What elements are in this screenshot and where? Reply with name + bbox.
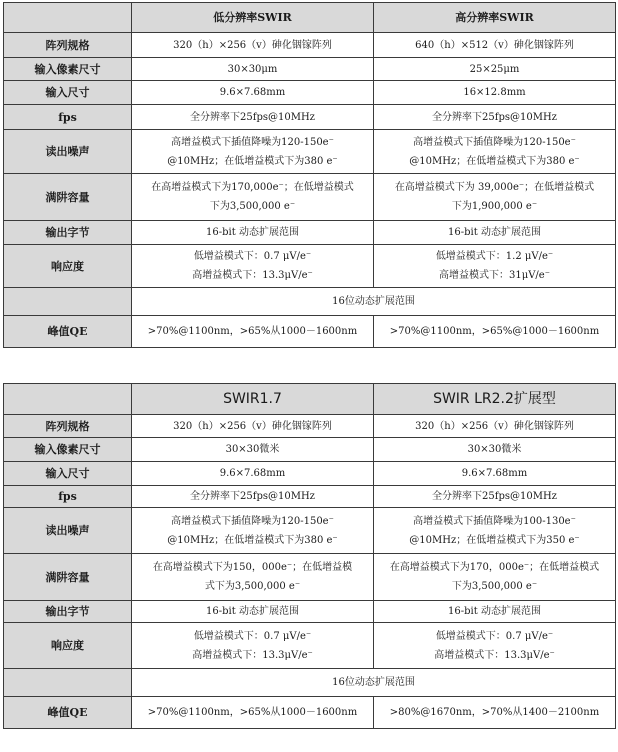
spec-cell-line: 下为3,500,000 e⁻	[451, 581, 538, 592]
spec-cell-line: 25×25μm	[469, 63, 520, 75]
table2-header-lr22: SWIR LR2.2扩展型	[374, 384, 616, 415]
row-label: fps	[4, 105, 132, 130]
table-row	[4, 81, 616, 105]
spec-cell-line: 高增益模式下插值降噪为120-150e⁻	[171, 515, 334, 527]
spec-cell-line: 30×30μm	[227, 63, 278, 75]
row-label: fps	[4, 486, 132, 508]
table-row	[4, 438, 616, 462]
table1-header-high-res: 高分辨率SWIR	[374, 3, 616, 33]
row-label: 峰值QE	[4, 316, 132, 348]
table-row	[4, 486, 616, 508]
spec-cell-line: 下为3,500,000 e⁻	[209, 201, 296, 212]
spec-cell	[132, 58, 374, 81]
spec-cell-line: 在高增益模式下为 39,000e⁻；在低增益模式	[394, 182, 595, 193]
table-row	[4, 623, 616, 669]
spec-cell-line: 9.6×7.68mm	[219, 87, 286, 98]
spec-cell-line: 640（h）×512（v）砷化铟镓阵列	[415, 39, 574, 51]
spec-cell	[374, 81, 616, 105]
spec-cell	[132, 486, 374, 508]
table-row	[4, 245, 616, 288]
spec-cell	[132, 174, 374, 221]
spec-table-low-high-res	[3, 2, 616, 348]
peak-qe-cell: >80%@1670nm，>70%从1400－2100nm	[374, 697, 616, 729]
row-label: 读出噪声	[4, 508, 132, 554]
spec-cell-line: 16-bit 动态扩展范围	[206, 227, 299, 238]
spec-cell-line: 全分辨率下25fps@10MHz	[190, 491, 315, 502]
spec-cell-line: 在高增益模式下为170,000e⁻；在低增益模式	[151, 182, 354, 193]
table1-header-row	[4, 3, 616, 33]
spec-cell-line: 全分辨率下25fps@10MHz	[432, 111, 557, 123]
row-label: 输入尺寸	[4, 81, 132, 105]
spec-cell-line: 高增益模式下插值降噪为120-150e⁻	[413, 136, 576, 148]
spec-cell	[374, 221, 616, 245]
table-row	[4, 554, 616, 601]
table2-header-swir17: SWIR1.7	[132, 384, 374, 415]
row-label: 读出噪声	[4, 130, 132, 174]
table-row	[4, 415, 616, 438]
spec-cell-line: 16-bit 动态扩展范围	[448, 227, 541, 238]
spec-cell-line: 高增益模式下：13.3μV/e⁻	[192, 649, 313, 661]
spec-cell	[132, 508, 374, 554]
table-row	[4, 508, 616, 554]
table1-body	[4, 3, 616, 348]
spec-cell-line: 低增益模式下：0.7 μV/e⁻	[193, 630, 312, 642]
row-label: 阵列规格	[4, 33, 132, 58]
spec-cell	[374, 105, 616, 130]
spec-cell-line: 下为1,900,000 e⁻	[451, 201, 538, 212]
spec-cell-line: 全分辨率下25fps@10MHz	[432, 491, 557, 502]
row-label: 满阱容量	[4, 174, 132, 221]
row-label: 响应度	[4, 623, 132, 669]
row-label: 输入尺寸	[4, 462, 132, 486]
spec-cell-line: 320（h）×256（v）砷化铟镓阵列	[173, 420, 332, 432]
table-row	[4, 130, 616, 174]
spec-cell-line: 高增益模式下插值降噪为120-150e⁻	[171, 136, 334, 148]
spec-cell	[374, 554, 616, 601]
spec-cell-line: 式下为3,500,000 e⁻	[204, 581, 301, 592]
table2-header-row	[4, 384, 616, 415]
spec-cell	[132, 462, 374, 486]
spec-cell-line: 16×12.8mm	[463, 87, 526, 98]
row-label: 满阱容量	[4, 554, 132, 601]
spec-cell-line: @10MHz；在低增益模式下为380 e⁻	[167, 155, 338, 167]
spec-table-swir17-lr22	[3, 383, 616, 729]
spec-cell-line: @10MHz；在低增益模式下为350 e⁻	[409, 534, 580, 546]
merged-row-label	[4, 288, 132, 316]
spec-cell-line: 16-bit 动态扩展范围	[448, 606, 541, 617]
spec-cell	[374, 33, 616, 58]
spec-cell-line: 低增益模式下：1.2 μV/e⁻	[435, 251, 554, 262]
table-row	[4, 58, 616, 81]
row-label: 输出字节	[4, 221, 132, 245]
spec-cell-line: 30×30微米	[225, 444, 280, 455]
spec-cell	[132, 623, 374, 669]
spec-cell-line: 320（h）×256（v）砷化铟镓阵列	[173, 39, 332, 51]
table1-corner-cell	[4, 3, 132, 33]
dynamic-range-note: 16位动态扩展范围	[132, 288, 616, 316]
spec-cell	[132, 601, 374, 623]
peak-qe-cell: >70%@1100nm，>65%从1000－1600nm	[132, 697, 374, 729]
merged-row	[4, 669, 616, 697]
spec-cell-line: @10MHz；在低增益模式下为380 e⁻	[167, 534, 338, 546]
spec-cell	[132, 33, 374, 58]
spec-cell	[132, 221, 374, 245]
spec-cell-line: 高增益模式下：13.3μV/e⁻	[192, 270, 313, 281]
table-row	[4, 33, 616, 58]
spec-cell-line: 9.6×7.68mm	[219, 468, 286, 479]
spec-cell-line: 高增益模式下：31μV/e⁻	[438, 270, 550, 281]
spec-cell-line: 320（h）×256（v）砷化铟镓阵列	[415, 420, 574, 432]
dynamic-range-note: 16位动态扩展范围	[132, 669, 616, 697]
merged-row	[4, 288, 616, 316]
spec-cell-line: 低增益模式下：0.7 μV/e⁻	[435, 630, 554, 642]
spec-cell-line: 30×30微米	[467, 444, 522, 455]
spec-cell	[374, 58, 616, 81]
spec-cell	[132, 554, 374, 601]
peak-qe-cell: >70%@1100nm，>65%@1000－1600nm	[374, 316, 616, 348]
spec-cell	[132, 105, 374, 130]
spec-cell	[132, 415, 374, 438]
spec-cell	[132, 438, 374, 462]
table-row	[4, 221, 616, 245]
row-label: 峰值QE	[4, 697, 132, 729]
spec-cell	[374, 508, 616, 554]
spec-cell-line: 在高增益模式下为150，000e⁻；在低增益模	[152, 562, 353, 573]
spec-cell	[374, 601, 616, 623]
spec-cell-line: 低增益模式下：0.7 μV/e⁻	[193, 251, 312, 262]
spec-cell-line: 高增益模式下：13.3μV/e⁻	[434, 649, 555, 661]
spec-cell-line: 全分辨率下25fps@10MHz	[190, 111, 315, 123]
spec-cell	[374, 415, 616, 438]
spec-cell-line: 16-bit 动态扩展范围	[206, 606, 299, 617]
table-row	[4, 105, 616, 130]
spec-cell-line: 在高增益模式下为170，000e⁻；在低增益模式	[389, 562, 600, 573]
table-row	[4, 601, 616, 623]
spec-cell-line: 9.6×7.68mm	[461, 468, 528, 479]
spec-cell	[374, 438, 616, 462]
row-label: 输入像素尺寸	[4, 58, 132, 81]
table2-body	[4, 384, 616, 729]
spec-cell-line: @10MHz；在低增益模式下为380 e⁻	[409, 155, 580, 167]
spec-cell	[374, 130, 616, 174]
spec-cell	[132, 245, 374, 288]
spec-cell	[374, 623, 616, 669]
row-label: 响应度	[4, 245, 132, 288]
table-row	[4, 462, 616, 486]
peak-qe-row	[4, 316, 616, 348]
merged-row-label	[4, 669, 132, 697]
spec-cell	[374, 174, 616, 221]
row-label: 阵列规格	[4, 415, 132, 438]
table1-header-low-res: 低分辨率SWIR	[132, 3, 374, 33]
spec-cell	[132, 81, 374, 105]
spec-cell	[374, 462, 616, 486]
table-row	[4, 174, 616, 221]
peak-qe-cell: >70%@1100nm，>65%从1000－1600nm	[132, 316, 374, 348]
row-label: 输出字节	[4, 601, 132, 623]
spec-cell	[374, 245, 616, 288]
spec-cell-line: 高增益模式下插值降噪为100-130e⁻	[413, 515, 576, 527]
spec-cell	[374, 486, 616, 508]
table2-corner-cell	[4, 384, 132, 415]
spec-cell	[132, 130, 374, 174]
row-label: 输入像素尺寸	[4, 438, 132, 462]
peak-qe-row	[4, 697, 616, 729]
